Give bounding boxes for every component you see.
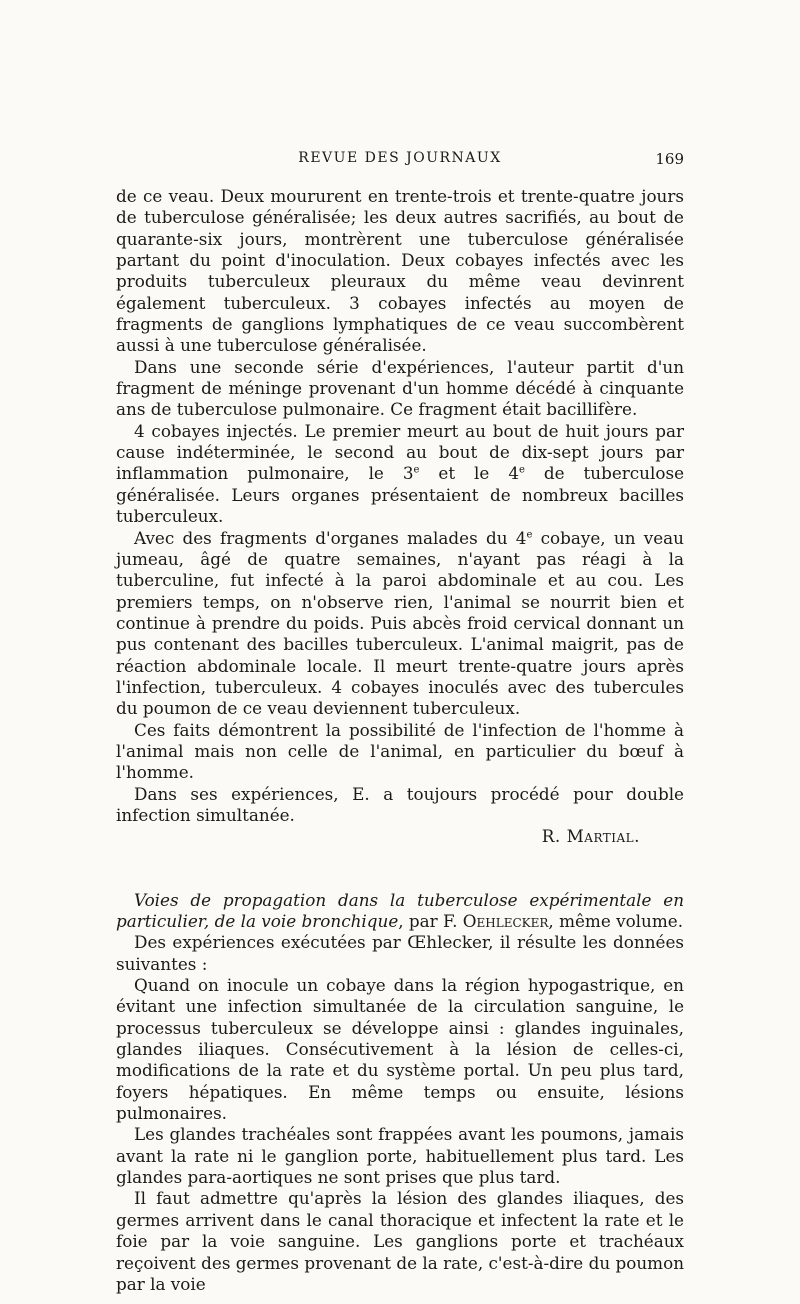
text-run: Avec des fragments d'organes malades du 4 bbox=[134, 527, 527, 548]
signature bbox=[116, 826, 684, 847]
author-name: Oehlecker bbox=[462, 911, 549, 931]
superscript: e bbox=[413, 464, 420, 476]
paragraph: Dans une seconde série d'expériences, l'auteur partit d'un fragment de méninge provenant d'un homme décédé à cinquante ans de tuberculose pulmonaire. Ce fragment était bacillifère. bbox=[116, 356, 684, 420]
article-title-italic: Voies de propagation dans la tuberculose expérimentale en particulier, de la voie bronchique bbox=[116, 889, 684, 931]
page-number: 169 bbox=[655, 150, 684, 168]
paragraph: Ces faits démontrent la possibilité de l'infection de l'homme à l'animal mais non celle de l'animal, en particulier du bœuf à l'homme. bbox=[116, 719, 684, 783]
paragraph: Dans ses expériences, E. a toujours procédé pour double infection simultanée. bbox=[116, 783, 684, 825]
paragraph: de ce veau. Deux moururent en trente-trois et trente-quatre jours de tuberculose généralisée; les deux autres sacrifiés, au bout de quarante-six jours, montrèrent une tuberculose généralisée partant du point d'inoculation. Deux cobayes infectés avec les produits tuberculeux pleuraux du même veau devinrent également tuberculeux. 3 cobayes infectés au moyen de fragments de ganglions lymphatiques de ce veau succombèrent aussi à une tuberculose généralisée. bbox=[116, 186, 684, 356]
running-head bbox=[116, 150, 684, 170]
article-title bbox=[116, 890, 684, 933]
text-run: cobaye, un veau jumeau, âgé de quatre semaines, n'ayant pas réagi à la tuberculine, fut infecté à la paroi abdominale et au cou. Les premiers temps, on n'observe rien, l'animal se nourrit bien et continue à prendre du poids. Puis abcès froid cervical donnant un pus contenant des bacilles tuberculeux. L'animal maigrit, pas de réaction abdominale locale. Il meurt trente-quatre jours après l'infection, tuberculeux. 4 cobayes inoculés avec des tubercules du poumon de ce veau deviennent tuberculeux. bbox=[116, 527, 684, 719]
paragraph: Il faut admettre qu'après la lésion des glandes iliaques, des germes arrivent dans le canal thoracique et infectent la rate et le foie par la voie sanguine. Les ganglions porte et trachéaux reçoivent des germes provenant de la rate, c'est-à-dire du poumon par la voie bbox=[116, 1188, 684, 1294]
paragraph bbox=[116, 421, 684, 528]
superscript: e bbox=[526, 528, 533, 540]
text-run: 4 cobayes injectés. Le premier meurt au bout de huit jours par cause indéterminée, le second au bout de dix-sept jours par inflammation pulmonaire, le 3 bbox=[116, 420, 684, 484]
superscript: e bbox=[519, 464, 525, 476]
page-body bbox=[116, 186, 684, 1295]
text-run: , par F. bbox=[398, 911, 463, 931]
running-title: REVUE DES JOURNAUX bbox=[298, 150, 502, 166]
text-run: , même volume. bbox=[548, 911, 684, 931]
paragraph: Les glandes trachéales sont frappées avant les poumons, jamais avant la rate ni le ganglion porte, habituellement plus tard. Les glandes para-aortiques ne sont prises que plus tard. bbox=[116, 1124, 684, 1188]
paragraph: Des expériences exécutées par Œhlecker, il résulte les données suivantes : bbox=[116, 932, 684, 974]
signature-name: R. Martial. bbox=[541, 826, 640, 847]
paragraph: Quand on inocule un cobaye dans la région hypogastrique, en évitant une infection simultanée de la circulation sanguine, le processus tuberculeux se développe ainsi : glandes inguinales, glandes iliaques. Consécutivement à la lésion de celles-ci, modifications de la rate et du système portal. Un peu plus tard, foyers hépatiques. En même temps ou ensuite, lésions pulmonaires. bbox=[116, 975, 684, 1124]
text-run: de tuberculose généralisée. Leurs organes présentaient de nombreux bacilles tuberculeux. bbox=[116, 463, 684, 527]
section-spacer bbox=[116, 848, 684, 890]
paragraph bbox=[116, 528, 684, 720]
text-run: et le 4 bbox=[419, 463, 519, 484]
